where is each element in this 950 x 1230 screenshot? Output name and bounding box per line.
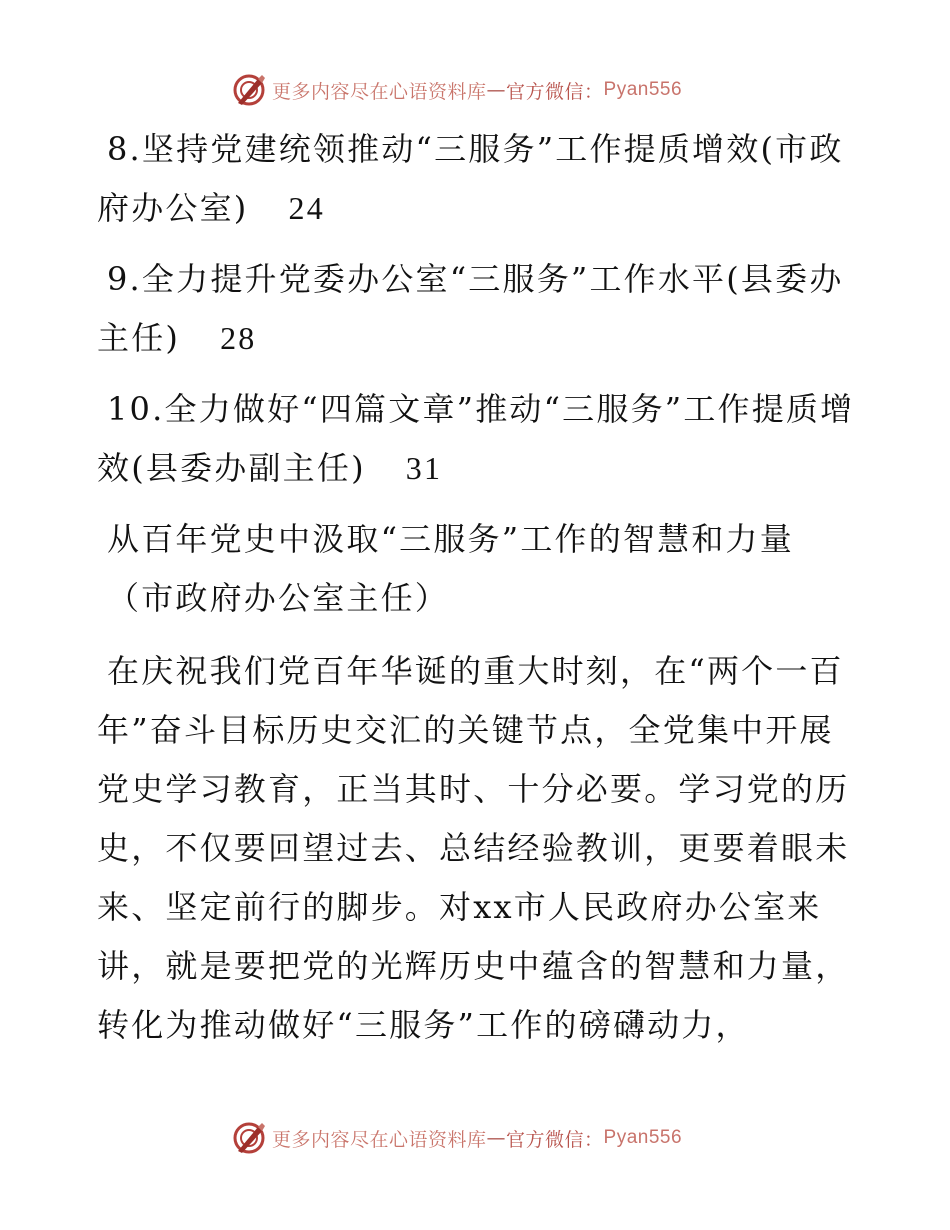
toc-item <box>97 120 857 238</box>
footer-watermark <box>232 1118 732 1158</box>
toc-item <box>97 250 857 368</box>
watermark-wechat-id: Pyan556 <box>603 1127 683 1148</box>
toc-item <box>97 380 857 498</box>
section-subtitle: （市政府办公室主任） <box>107 579 450 617</box>
watermark-wechat-id: Pyan556 <box>603 79 683 100</box>
toc-item-page: 28 <box>220 320 257 356</box>
toc-item-text: 8.坚持党建统领推动“三服务”工作提质增效(市政府办公室) <box>97 130 844 227</box>
document-body <box>97 120 857 1055</box>
header-watermark <box>232 70 732 110</box>
watermark-brand: 更多内容尽在心语资料库 <box>272 1128 487 1151</box>
watermark-separator: — <box>486 1127 507 1149</box>
pen-logo-icon <box>232 73 266 107</box>
watermark-label: 官方微信： <box>506 80 604 103</box>
section-title: 从百年党史中汲取“三服务”工作的智慧和力量 <box>107 520 794 558</box>
toc-item-text: 9.全力提升党委办公室“三服务”工作水平(县委办主任) <box>97 260 844 357</box>
pen-logo-icon <box>232 1121 266 1155</box>
toc-item-page: 31 <box>405 450 443 486</box>
watermark-separator: — <box>486 79 507 101</box>
watermark-brand: 更多内容尽在心语资料库 <box>272 80 487 103</box>
body-paragraph: 在庆祝我们党百年华诞的重大时刻，在“两个一百年”奋斗目标历史交汇的关键节点，全党集中开展党史学习教育，正当其时、十分必要。学习党的历史，不仅要回望过去、总结经验教训，更要着眼未来、坚定前行的脚步。对xx市人民政府办公室来讲，就是要把党的光辉历史中蕴含的智慧和力量，转化为推动做好“三服务”工作的磅礴动力， <box>97 652 850 1044</box>
watermark-label: 官方微信： <box>506 1128 604 1151</box>
toc-item-text: 10.全力做好“四篇文章”推动“三服务”工作提质增效(县委办副主任) <box>97 390 855 487</box>
toc-item-page: 24 <box>288 190 325 226</box>
